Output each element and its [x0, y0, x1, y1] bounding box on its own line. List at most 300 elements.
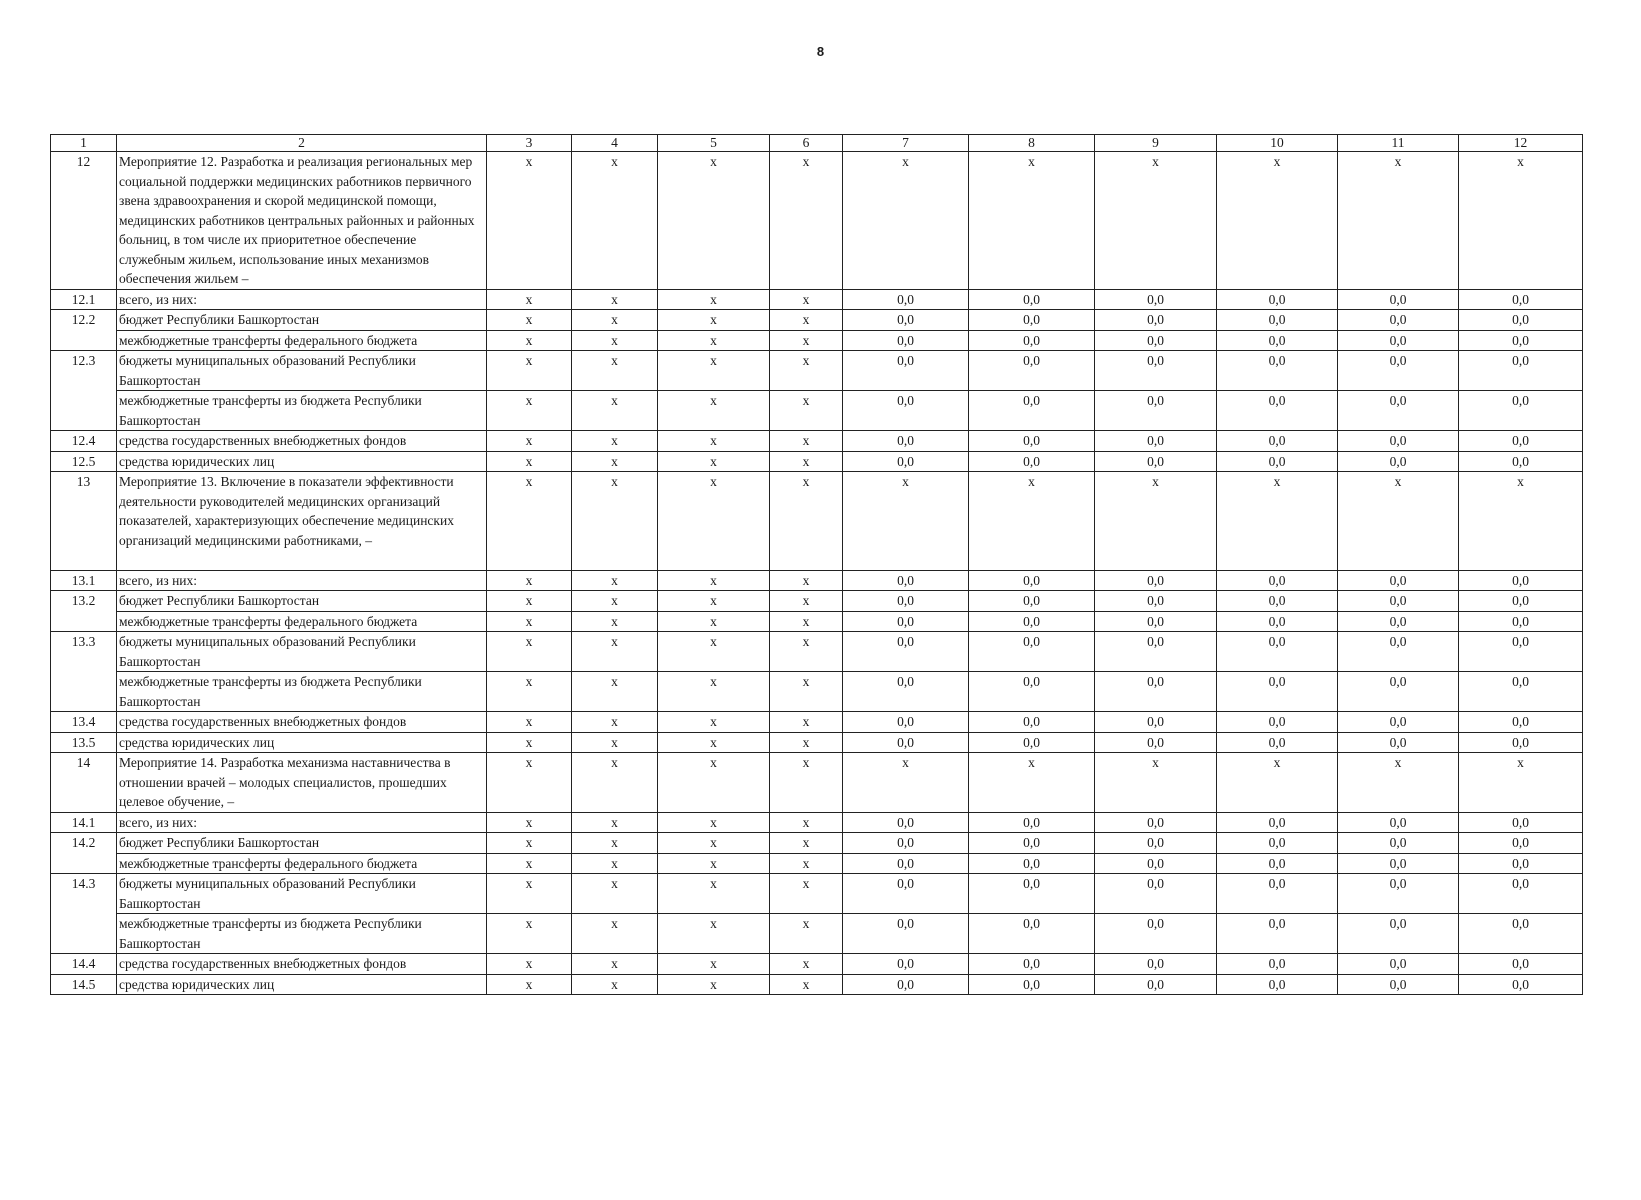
page-number: 8: [816, 44, 825, 59]
row-description: Мероприятие 12. Разработка и реализация региональных мер социальной поддержки медицинских работников первичного звена здравоохранения и скорой медицинской помощи, медицинских работников центральных районных и районных больниц, в том числе их приоритетное обеспечение служебным жильем, использование иных механизмов обеспечения жильем –: [117, 152, 487, 290]
row-description: средства государственных внебюджетных фондов: [117, 431, 487, 452]
value-cell: 0,0: [1095, 391, 1217, 431]
value-cell: x: [572, 632, 658, 672]
value-cell: 0,0: [1459, 672, 1583, 712]
table-row: [51, 712, 1583, 733]
value-cell: 0,0: [1217, 712, 1338, 733]
value-cell: x: [658, 310, 770, 331]
row-description: Мероприятие 14. Разработка механизма наставничества в отношении врачей – молодых специалистов, прошедших целевое обучение, –: [117, 753, 487, 813]
value-cell: 0,0: [969, 611, 1095, 632]
value-cell: x: [1095, 152, 1217, 290]
value-cell: 0,0: [1459, 874, 1583, 914]
value-cell: x: [487, 351, 572, 391]
column-header: 7: [843, 135, 969, 152]
value-cell: 0,0: [1217, 310, 1338, 331]
value-cell: 0,0: [1338, 672, 1459, 712]
value-cell: 0,0: [1338, 351, 1459, 391]
value-cell: x: [658, 974, 770, 995]
value-cell: 0,0: [1338, 974, 1459, 995]
table-row: [51, 570, 1583, 591]
value-cell: x: [770, 954, 843, 975]
value-cell: x: [487, 974, 572, 995]
value-cell: x: [658, 351, 770, 391]
value-cell: 0,0: [1338, 330, 1459, 351]
table-row: [51, 753, 1583, 813]
value-cell: x: [770, 152, 843, 290]
table-row: [51, 914, 1583, 954]
value-cell: 0,0: [969, 833, 1095, 854]
value-cell: 0,0: [1095, 833, 1217, 854]
table-row: [51, 472, 1583, 571]
column-header: 5: [658, 135, 770, 152]
value-cell: x: [1338, 472, 1459, 571]
value-cell: x: [487, 672, 572, 712]
value-cell: x: [658, 712, 770, 733]
row-description: всего, из них:: [117, 570, 487, 591]
value-cell: x: [658, 753, 770, 813]
row-description: Мероприятие 13. Включение в показатели эффективности деятельности руководителей медицинских организаций показателей, характеризующих обеспечение медицинских организаций медицинскими работниками, –: [117, 472, 487, 571]
value-cell: 0,0: [969, 431, 1095, 452]
value-cell: x: [770, 833, 843, 854]
table-row: [51, 431, 1583, 452]
value-cell: 0,0: [843, 874, 969, 914]
column-header: 11: [1338, 135, 1459, 152]
value-cell: 0,0: [1095, 974, 1217, 995]
row-number: 12.2: [51, 310, 117, 351]
value-cell: 0,0: [1095, 351, 1217, 391]
value-cell: 0,0: [1217, 330, 1338, 351]
row-number: 14.5: [51, 974, 117, 995]
value-cell: 0,0: [1338, 732, 1459, 753]
table-row: [51, 152, 1583, 290]
value-cell: 0,0: [1338, 591, 1459, 612]
value-cell: 0,0: [1217, 974, 1338, 995]
table-row: [51, 974, 1583, 995]
value-cell: x: [487, 632, 572, 672]
value-cell: 0,0: [969, 330, 1095, 351]
row-description: средства юридических лиц: [117, 974, 487, 995]
column-header: 2: [117, 135, 487, 152]
value-cell: 0,0: [969, 853, 1095, 874]
row-number: 12.3: [51, 351, 117, 431]
value-cell: x: [487, 853, 572, 874]
value-cell: 0,0: [1217, 732, 1338, 753]
value-cell: x: [658, 954, 770, 975]
value-cell: 0,0: [969, 632, 1095, 672]
value-cell: x: [572, 812, 658, 833]
value-cell: 0,0: [1459, 431, 1583, 452]
value-cell: x: [770, 974, 843, 995]
value-cell: 0,0: [843, 712, 969, 733]
value-cell: x: [658, 330, 770, 351]
value-cell: 0,0: [843, 672, 969, 712]
value-cell: 0,0: [1459, 330, 1583, 351]
row-description: межбюджетные трансферты федерального бюджета: [117, 611, 487, 632]
value-cell: x: [572, 472, 658, 571]
value-cell: x: [487, 310, 572, 331]
value-cell: x: [572, 853, 658, 874]
value-cell: 0,0: [1459, 351, 1583, 391]
value-cell: 0,0: [1459, 833, 1583, 854]
table-row: [51, 833, 1583, 854]
value-cell: 0,0: [1217, 672, 1338, 712]
value-cell: 0,0: [1459, 310, 1583, 331]
table-row: [51, 330, 1583, 351]
column-header: 3: [487, 135, 572, 152]
value-cell: 0,0: [1459, 853, 1583, 874]
value-cell: x: [1217, 753, 1338, 813]
value-cell: 0,0: [969, 289, 1095, 310]
column-header: 4: [572, 135, 658, 152]
value-cell: 0,0: [1217, 914, 1338, 954]
row-description: средства государственных внебюджетных фондов: [117, 954, 487, 975]
value-cell: 0,0: [843, 974, 969, 995]
value-cell: 0,0: [1338, 712, 1459, 733]
value-cell: x: [487, 570, 572, 591]
value-cell: x: [487, 914, 572, 954]
value-cell: x: [770, 351, 843, 391]
row-number: 13.1: [51, 570, 117, 591]
value-cell: x: [770, 712, 843, 733]
value-cell: 0,0: [1095, 289, 1217, 310]
value-cell: 0,0: [1217, 391, 1338, 431]
table-body: [51, 135, 1583, 995]
value-cell: 0,0: [969, 874, 1095, 914]
row-number: 12.4: [51, 431, 117, 452]
value-cell: 0,0: [969, 954, 1095, 975]
value-cell: x: [572, 672, 658, 712]
value-cell: x: [1095, 472, 1217, 571]
value-cell: x: [1459, 152, 1583, 290]
value-cell: x: [1217, 472, 1338, 571]
value-cell: x: [487, 954, 572, 975]
value-cell: x: [770, 611, 843, 632]
value-cell: 0,0: [843, 330, 969, 351]
value-cell: 0,0: [1459, 914, 1583, 954]
value-cell: x: [572, 732, 658, 753]
value-cell: 0,0: [843, 632, 969, 672]
row-number: 14.1: [51, 812, 117, 833]
value-cell: x: [572, 289, 658, 310]
value-cell: x: [487, 152, 572, 290]
value-cell: 0,0: [1459, 289, 1583, 310]
value-cell: x: [770, 391, 843, 431]
value-cell: x: [770, 914, 843, 954]
value-cell: x: [572, 570, 658, 591]
value-cell: x: [969, 753, 1095, 813]
value-cell: 0,0: [1338, 874, 1459, 914]
value-cell: 0,0: [843, 611, 969, 632]
row-description: средства юридических лиц: [117, 451, 487, 472]
row-description: средства государственных внебюджетных фондов: [117, 712, 487, 733]
value-cell: 0,0: [1217, 874, 1338, 914]
value-cell: 0,0: [969, 672, 1095, 712]
value-cell: x: [770, 672, 843, 712]
value-cell: 0,0: [843, 289, 969, 310]
table-row: [51, 812, 1583, 833]
value-cell: x: [770, 874, 843, 914]
value-cell: 0,0: [1338, 431, 1459, 452]
value-cell: 0,0: [1338, 611, 1459, 632]
value-cell: 0,0: [1095, 853, 1217, 874]
value-cell: 0,0: [969, 351, 1095, 391]
value-cell: 0,0: [1459, 391, 1583, 431]
value-cell: x: [658, 853, 770, 874]
row-description: межбюджетные трансферты федерального бюджета: [117, 330, 487, 351]
value-cell: 0,0: [1217, 954, 1338, 975]
value-cell: x: [658, 632, 770, 672]
table-row: [51, 310, 1583, 331]
value-cell: 0,0: [1338, 289, 1459, 310]
value-cell: x: [487, 391, 572, 431]
value-cell: 0,0: [1095, 812, 1217, 833]
value-cell: 0,0: [969, 914, 1095, 954]
value-cell: 0,0: [843, 853, 969, 874]
value-cell: x: [1217, 152, 1338, 290]
value-cell: 0,0: [969, 391, 1095, 431]
value-cell: 0,0: [1459, 812, 1583, 833]
table-row: [51, 591, 1583, 612]
value-cell: x: [770, 732, 843, 753]
value-cell: x: [572, 974, 658, 995]
value-cell: 0,0: [1095, 570, 1217, 591]
value-cell: 0,0: [1095, 712, 1217, 733]
value-cell: 0,0: [1095, 330, 1217, 351]
value-cell: 0,0: [1095, 732, 1217, 753]
value-cell: x: [658, 914, 770, 954]
value-cell: 0,0: [1338, 833, 1459, 854]
value-cell: 0,0: [1095, 954, 1217, 975]
table-row: [51, 874, 1583, 914]
value-cell: 0,0: [1338, 570, 1459, 591]
value-cell: x: [572, 152, 658, 290]
table-row: [51, 732, 1583, 753]
value-cell: 0,0: [969, 310, 1095, 331]
value-cell: 0,0: [843, 451, 969, 472]
value-cell: 0,0: [1095, 632, 1217, 672]
value-cell: x: [658, 472, 770, 571]
value-cell: 0,0: [1095, 914, 1217, 954]
value-cell: 0,0: [843, 351, 969, 391]
value-cell: 0,0: [1338, 451, 1459, 472]
value-cell: x: [843, 753, 969, 813]
value-cell: x: [658, 570, 770, 591]
value-cell: x: [572, 753, 658, 813]
value-cell: 0,0: [1095, 611, 1217, 632]
value-cell: x: [770, 289, 843, 310]
row-number: 12.1: [51, 289, 117, 310]
value-cell: x: [487, 472, 572, 571]
row-number: 12.5: [51, 451, 117, 472]
value-cell: 0,0: [1217, 451, 1338, 472]
value-cell: x: [487, 812, 572, 833]
row-description: средства юридических лиц: [117, 732, 487, 753]
value-cell: x: [770, 472, 843, 571]
table-row: [51, 672, 1583, 712]
value-cell: x: [658, 812, 770, 833]
value-cell: x: [770, 753, 843, 813]
value-cell: x: [487, 611, 572, 632]
value-cell: x: [572, 833, 658, 854]
value-cell: x: [770, 431, 843, 452]
value-cell: x: [487, 833, 572, 854]
value-cell: x: [843, 472, 969, 571]
row-description: бюджет Республики Башкортостан: [117, 310, 487, 331]
value-cell: 0,0: [969, 451, 1095, 472]
row-description: межбюджетные трансферты из бюджета Республики Башкортостан: [117, 391, 487, 431]
value-cell: 0,0: [1217, 591, 1338, 612]
value-cell: 0,0: [1459, 591, 1583, 612]
row-description: межбюджетные трансферты из бюджета Республики Башкортостан: [117, 672, 487, 712]
value-cell: 0,0: [1217, 431, 1338, 452]
value-cell: x: [658, 431, 770, 452]
row-number: 14.3: [51, 874, 117, 954]
value-cell: x: [1459, 472, 1583, 571]
value-cell: 0,0: [1459, 732, 1583, 753]
value-cell: x: [1338, 753, 1459, 813]
value-cell: x: [770, 570, 843, 591]
value-cell: 0,0: [1338, 310, 1459, 331]
value-cell: x: [969, 152, 1095, 290]
header-row: [51, 135, 1583, 152]
value-cell: 0,0: [969, 732, 1095, 753]
row-number: 14.2: [51, 833, 117, 874]
row-number: 12: [51, 152, 117, 290]
value-cell: x: [487, 732, 572, 753]
value-cell: x: [658, 591, 770, 612]
value-cell: x: [658, 152, 770, 290]
column-header: 8: [969, 135, 1095, 152]
table-row: [51, 954, 1583, 975]
table-row: [51, 611, 1583, 632]
row-number: 14.4: [51, 954, 117, 975]
value-cell: x: [572, 611, 658, 632]
value-cell: x: [572, 310, 658, 331]
column-header: 10: [1217, 135, 1338, 152]
value-cell: 0,0: [1217, 611, 1338, 632]
value-cell: x: [572, 451, 658, 472]
row-description: всего, из них:: [117, 289, 487, 310]
row-description: бюджет Республики Башкортостан: [117, 591, 487, 612]
row-description: бюджеты муниципальных образований Республики Башкортостан: [117, 351, 487, 391]
value-cell: 0,0: [1459, 611, 1583, 632]
value-cell: x: [487, 712, 572, 733]
value-cell: x: [770, 330, 843, 351]
row-description: всего, из них:: [117, 812, 487, 833]
column-header: 12: [1459, 135, 1583, 152]
row-number: 13.3: [51, 632, 117, 712]
value-cell: 0,0: [843, 431, 969, 452]
value-cell: x: [572, 874, 658, 914]
value-cell: x: [658, 289, 770, 310]
value-cell: 0,0: [843, 914, 969, 954]
row-number: 14: [51, 753, 117, 813]
value-cell: 0,0: [1338, 812, 1459, 833]
value-cell: 0,0: [1459, 570, 1583, 591]
value-cell: x: [658, 874, 770, 914]
table-row: [51, 632, 1583, 672]
row-number: 13.5: [51, 732, 117, 753]
table-row: [51, 853, 1583, 874]
value-cell: x: [658, 611, 770, 632]
value-cell: x: [487, 451, 572, 472]
row-description: бюджеты муниципальных образований Республики Башкортостан: [117, 632, 487, 672]
value-cell: x: [658, 391, 770, 431]
value-cell: 0,0: [843, 570, 969, 591]
value-cell: 0,0: [1095, 310, 1217, 331]
value-cell: 0,0: [1338, 391, 1459, 431]
value-cell: 0,0: [1095, 451, 1217, 472]
value-cell: x: [770, 451, 843, 472]
value-cell: x: [572, 431, 658, 452]
value-cell: 0,0: [1459, 451, 1583, 472]
value-cell: 0,0: [1459, 712, 1583, 733]
activities-table: [50, 134, 1583, 995]
value-cell: x: [1338, 152, 1459, 290]
row-description: бюджет Республики Башкортостан: [117, 833, 487, 854]
value-cell: 0,0: [843, 812, 969, 833]
row-number: 13.4: [51, 712, 117, 733]
value-cell: x: [487, 591, 572, 612]
value-cell: x: [658, 732, 770, 753]
value-cell: x: [770, 591, 843, 612]
value-cell: 0,0: [1095, 672, 1217, 712]
value-cell: x: [1095, 753, 1217, 813]
value-cell: x: [1459, 753, 1583, 813]
value-cell: 0,0: [1217, 853, 1338, 874]
value-cell: x: [770, 310, 843, 331]
row-number: 13.2: [51, 591, 117, 632]
row-description: межбюджетные трансферты федерального бюджета: [117, 853, 487, 874]
value-cell: 0,0: [1459, 954, 1583, 975]
column-header: 9: [1095, 135, 1217, 152]
column-header: 1: [51, 135, 117, 152]
value-cell: x: [487, 431, 572, 452]
row-description: бюджеты муниципальных образований Республики Башкортостан: [117, 874, 487, 914]
value-cell: 0,0: [969, 812, 1095, 833]
value-cell: 0,0: [843, 310, 969, 331]
value-cell: x: [487, 330, 572, 351]
value-cell: x: [572, 330, 658, 351]
value-cell: 0,0: [1338, 632, 1459, 672]
value-cell: 0,0: [1095, 591, 1217, 612]
value-cell: x: [770, 632, 843, 672]
column-header: 6: [770, 135, 843, 152]
value-cell: x: [572, 591, 658, 612]
value-cell: 0,0: [969, 974, 1095, 995]
value-cell: x: [572, 391, 658, 431]
value-cell: 0,0: [1095, 874, 1217, 914]
value-cell: x: [770, 812, 843, 833]
value-cell: 0,0: [1217, 833, 1338, 854]
value-cell: x: [572, 954, 658, 975]
value-cell: x: [487, 753, 572, 813]
value-cell: x: [572, 914, 658, 954]
row-number: 13: [51, 472, 117, 571]
table-row: [51, 451, 1583, 472]
value-cell: 0,0: [1338, 914, 1459, 954]
table-row: [51, 351, 1583, 391]
value-cell: 0,0: [843, 833, 969, 854]
value-cell: 0,0: [1217, 570, 1338, 591]
value-cell: 0,0: [1217, 289, 1338, 310]
value-cell: x: [572, 351, 658, 391]
table-row: [51, 391, 1583, 431]
table-row: [51, 289, 1583, 310]
value-cell: 0,0: [1217, 351, 1338, 391]
value-cell: 0,0: [1459, 632, 1583, 672]
value-cell: x: [658, 833, 770, 854]
